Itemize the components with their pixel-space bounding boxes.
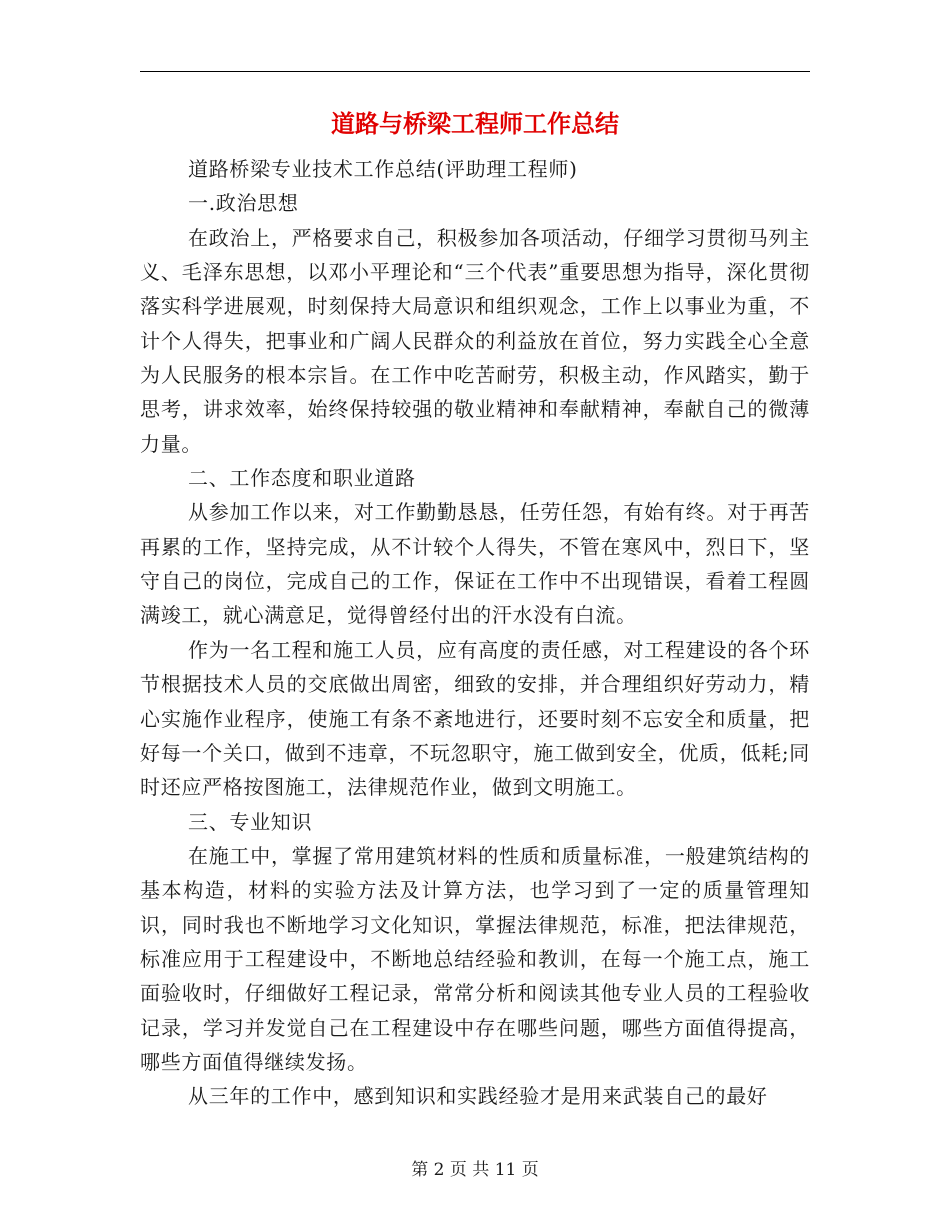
body-paragraph: 从三年的工作中，感到知识和实践经验才是用来武装自己的最好 xyxy=(188,1084,768,1109)
header-rule xyxy=(140,71,810,72)
body-paragraph: 从参加工作以来，对工作勤勤恳恳，任劳任怨，有始有终。对于再苦再累的工作，坚持完成，从不计较个人得失，不管在寒风中，烈日下，坚守自己的岗位，完成自己的工作，保证在工作中不出现错误，看着工程圆满竣工，就心满意足，觉得曾经付出的汗水没有白流。 xyxy=(140,500,810,628)
subtitle-paragraph: 道路桥梁专业技术工作总结(评助理工程师) xyxy=(188,157,578,181)
body-paragraph: 作为一名工程和施工人员，应有高度的责任感，对工程建设的各个环节根据技术人员的交底做出周密，细致的安排，并合理组织好劳动力，精心实施作业程序，使施工有条不紊地进行，还要时刻不忘安全和质量，把好每一个关口，做到不违章，不玩忽职守，施工做到安全，优质，低耗;同时还应严格按图施工，法律规范作业，做到文明施工。 xyxy=(140,637,810,800)
document-title: 道路与桥梁工程师工作总结 xyxy=(331,109,619,138)
body-paragraph: 在政治上，严格要求自己，积极参加各项活动，仔细学习贯彻马列主义、毛泽东思想，以邓小平理论和“三个代表”重要思想为指导，深化贯彻落实科学进展观，时刻保持大局意识和组织观念，工作上以事业为重，不计个人得失，把事业和广阔人民群众的利益放在首位，努力实践全心全意为人民服务的根本宗旨。在工作中吃苦耐劳，积极主动，作风踏实，勤于思考，讲求效率，始终保持较强的敬业精神和奉献精神，奉献自己的微薄力量。 xyxy=(140,225,810,456)
page-number-footer: 第 2 页 共 11 页 xyxy=(411,1160,539,1180)
document-body xyxy=(140,152,810,1114)
body-paragraph: 在施工中，掌握了常用建筑材料的性质和质量标准，一般建筑结构的基本构造，材料的实验方法及计算方法，也学习到了一定的质量管理知识，同时我也不断地学习文化知识，掌握法律规范，标准，把法律规范，标准应用于工程建设中，不断地总结经验和教训，在每一个施工点，施工面验收时，仔细做好工程记录，常常分析和阅读其他专业人员的工程验收记录，学习并发觉自己在工程建设中存在哪些问题，哪些方面值得提高，哪些方面值得继续发扬。 xyxy=(140,843,810,1074)
section-heading-work-attitude: 二、工作态度和职业道路 xyxy=(188,466,416,491)
section-heading-expertise: 三、专业知识 xyxy=(188,809,313,834)
section-heading-politics: 一.政治思想 xyxy=(188,191,299,216)
